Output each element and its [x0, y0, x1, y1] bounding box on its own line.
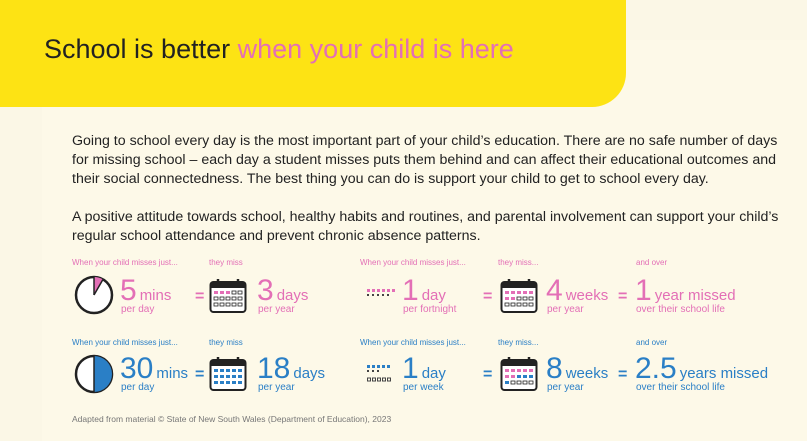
stat-value: 8 weeks: [546, 352, 609, 385]
stat-value: 5 mins: [120, 274, 172, 307]
clock-5-mins-icon: [73, 274, 115, 316]
stat-value: 18 days: [257, 352, 326, 385]
calendar-icon: [209, 356, 247, 392]
equals-sign: =: [195, 288, 205, 305]
stat-sub: per year: [258, 382, 295, 393]
attitude-paragraph: A positive attitude towards school, healthy habits and routines, and parental involvement can support your child’s regular school attendance and prevent chronic absence patterns.: [72, 209, 779, 244]
stat-value: 4 weeks: [546, 274, 609, 307]
stat-sub: per fortnight: [403, 304, 457, 315]
calendar-icon: [209, 278, 247, 314]
stat-label: they miss...: [498, 258, 539, 267]
stat-sub: per day: [121, 382, 155, 393]
equals-sign: =: [618, 288, 628, 305]
stat-sub: per year: [547, 382, 584, 393]
calendar-icon: [500, 356, 538, 392]
stat-label: and over: [636, 258, 668, 267]
stat-sub: over their school life: [636, 382, 725, 393]
attribution-footer: Adapted from material © State of New South Wales (Department of Education), 2023: [72, 414, 392, 424]
calendar-icon: [500, 278, 538, 314]
day-dots-icon: [367, 288, 399, 298]
equals-sign: =: [483, 288, 493, 305]
stat-label: they miss...: [498, 338, 539, 347]
stat-label: When your child misses just...: [72, 258, 178, 267]
stat-value: 1 year missed: [635, 274, 736, 307]
title-part1: School is better: [44, 34, 231, 64]
stat-sub: over their school life: [636, 304, 725, 315]
stat-label: When your child misses just...: [72, 338, 178, 347]
stat-value: 1 day: [402, 274, 446, 307]
title-part2: when your child is here: [237, 34, 514, 64]
stat-label: When your child misses just...: [360, 258, 466, 267]
page-title: [44, 34, 514, 65]
stat-sub: per day: [121, 304, 155, 315]
stat-label: they miss: [209, 338, 243, 347]
stat-label: and over: [636, 338, 668, 347]
stat-label: they miss: [209, 258, 243, 267]
intro-paragraph: Going to school every day is the most important part of your child’s education. There are no safe number of days for missing school – each day a student misses puts them behind and can affect their educational outcomes and their social connectedness. The best thing you can do is support your child to get to school every day.: [72, 133, 778, 187]
week-dots-icon: [367, 364, 399, 386]
stat-sub: per year: [258, 304, 295, 315]
stat-value: 30 mins: [120, 352, 189, 385]
equals-sign: =: [483, 366, 493, 383]
equals-sign: =: [195, 366, 205, 383]
stat-sub: per week: [403, 382, 444, 393]
stat-sub: per year: [547, 304, 584, 315]
clock-30-mins-icon: [73, 353, 115, 395]
stat-label: When your child misses just...: [360, 338, 466, 347]
stat-value: 2.5 years missed: [635, 352, 769, 385]
stat-value: 1 day: [402, 352, 446, 385]
equals-sign: =: [618, 366, 628, 383]
stat-value: 3 days: [257, 274, 309, 307]
